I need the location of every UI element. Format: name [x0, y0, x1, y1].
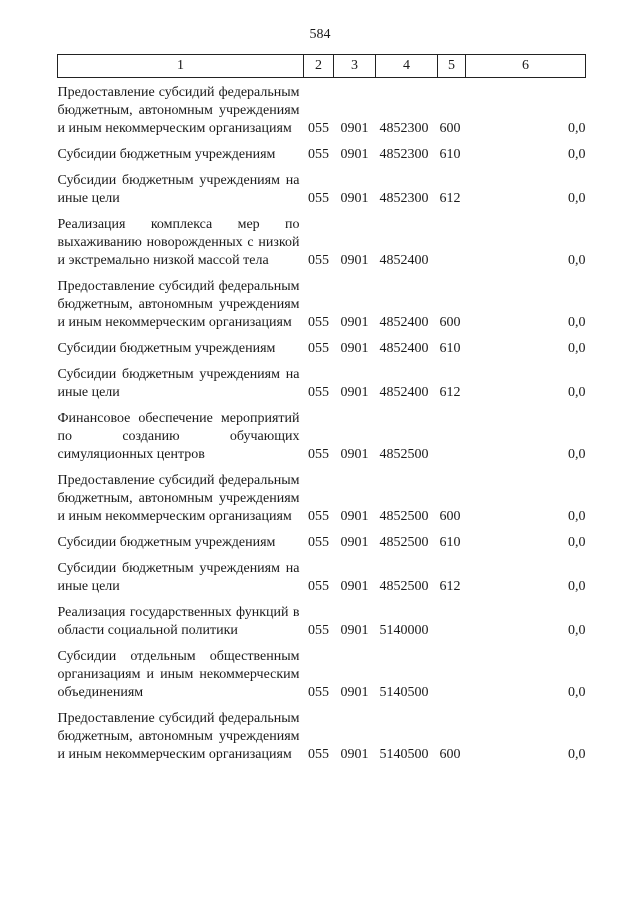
- expense-kind-code: 610: [439, 535, 461, 550]
- sum-value: 0,0: [568, 685, 586, 700]
- table-row: [58, 138, 586, 164]
- table-row: [58, 402, 586, 464]
- ministry-code: 055: [308, 147, 329, 162]
- section-code: 0901: [340, 253, 369, 268]
- section-code: 0901: [340, 535, 369, 550]
- target-code: 4852300: [379, 121, 429, 136]
- row-name: Субсидии бюджетным учреждениям: [57, 341, 276, 356]
- row-name: Финансовое обеспечение мероприятий по созданию обучающих симуляционных центров: [57, 411, 300, 462]
- expense-kind-code: [438, 402, 466, 464]
- section-code: 0901: [340, 747, 369, 762]
- ministry-code: 055: [308, 341, 329, 356]
- expense-kind-code: [438, 208, 466, 270]
- target-code: 4852300: [379, 191, 429, 206]
- column-header: 6: [466, 55, 586, 78]
- target-code: 4852500: [379, 535, 429, 550]
- expense-kind-code: 610: [439, 341, 461, 356]
- sum-value: 0,0: [568, 623, 586, 638]
- table-row: [58, 78, 586, 139]
- ministry-code: 055: [308, 315, 329, 330]
- row-name: Предоставление субсидий федеральным бюджетным, автономным учреждениям и иным некоммерческим организациям: [57, 279, 300, 330]
- ministry-code: 055: [308, 191, 329, 206]
- sum-value: 0,0: [568, 147, 586, 162]
- row-name: Субсидии бюджетным учреждениям на иные цели: [57, 367, 300, 400]
- table-row: [58, 270, 586, 332]
- sum-value: 0,0: [568, 191, 586, 206]
- page-number: 584: [309, 27, 331, 42]
- target-code: 4852500: [379, 509, 429, 524]
- ministry-code: 055: [308, 623, 329, 638]
- budget-table: [57, 54, 586, 764]
- sum-value: 0,0: [568, 385, 586, 400]
- sum-value: 0,0: [568, 579, 586, 594]
- ministry-code: 055: [308, 535, 329, 550]
- target-code: 4852400: [379, 341, 429, 356]
- row-name: Реализация государственных функций в области социальной политики: [57, 605, 300, 638]
- sum-value: 0,0: [568, 341, 586, 356]
- expense-kind-code: 612: [439, 579, 461, 594]
- section-code: 0901: [340, 191, 369, 206]
- table-row: [58, 164, 586, 208]
- row-name: Субсидии отдельным общественным организациям и иным некоммерческим объединениям: [57, 649, 300, 700]
- column-header: 5: [438, 55, 466, 78]
- section-code: 0901: [340, 509, 369, 524]
- ministry-code: 055: [308, 747, 329, 762]
- section-code: 0901: [340, 147, 369, 162]
- ministry-code: 055: [308, 121, 329, 136]
- section-code: 0901: [340, 579, 369, 594]
- column-header: 3: [334, 55, 376, 78]
- target-code: 5140000: [379, 623, 429, 638]
- target-code: 4852500: [379, 579, 429, 594]
- table-row: [58, 640, 586, 702]
- ministry-code: 055: [308, 447, 329, 462]
- sum-value: 0,0: [568, 535, 586, 550]
- section-code: 0901: [340, 685, 369, 700]
- ministry-code: 055: [308, 253, 329, 268]
- expense-kind-code: 612: [439, 385, 461, 400]
- target-code: 4852500: [379, 447, 429, 462]
- section-code: 0901: [340, 623, 369, 638]
- ministry-code: 055: [308, 579, 329, 594]
- target-code: 4852400: [379, 385, 429, 400]
- expense-kind-code: 600: [439, 509, 461, 524]
- sum-value: 0,0: [568, 253, 586, 268]
- row-name: Субсидии бюджетным учреждениям: [57, 535, 276, 550]
- sum-value: 0,0: [568, 121, 586, 136]
- expense-kind-code: 610: [439, 147, 461, 162]
- row-name: Субсидии бюджетным учреждениям: [57, 147, 276, 162]
- ministry-code: 055: [308, 509, 329, 524]
- section-code: 0901: [340, 341, 369, 356]
- table-row: [58, 358, 586, 402]
- row-name: Предоставление субсидий федеральным бюджетным, автономным учреждениям и иным некоммерческим организациям: [57, 711, 300, 762]
- table-row: [58, 526, 586, 552]
- expense-kind-code: 612: [439, 191, 461, 206]
- sum-value: 0,0: [568, 509, 586, 524]
- expense-kind-code: 600: [439, 747, 461, 762]
- ministry-code: 055: [308, 685, 329, 700]
- row-name: Предоставление субсидий федеральным бюджетным, автономным учреждениям и иным некоммерческим организациям: [57, 473, 300, 524]
- expense-kind-code: 600: [439, 121, 461, 136]
- target-code: 4852400: [379, 315, 429, 330]
- target-code: 5140500: [379, 747, 429, 762]
- ministry-code: 055: [308, 385, 329, 400]
- row-name: Субсидии бюджетным учреждениям на иные цели: [57, 173, 300, 206]
- sum-value: 0,0: [568, 747, 586, 762]
- target-code: 4852400: [379, 253, 429, 268]
- table-row: [58, 596, 586, 640]
- table-row: [58, 332, 586, 358]
- row-name: Предоставление субсидий федеральным бюджетным, автономным учреждениям и иным некоммерческим организациям: [57, 85, 300, 136]
- table-row: [58, 552, 586, 596]
- column-header: 4: [376, 55, 438, 78]
- table-header-row: [58, 55, 586, 78]
- section-code: 0901: [340, 121, 369, 136]
- section-code: 0901: [340, 447, 369, 462]
- sum-value: 0,0: [568, 315, 586, 330]
- sum-value: 0,0: [568, 447, 586, 462]
- target-code: 4852300: [379, 147, 429, 162]
- row-name: Реализация комплекса мер по выхаживанию новорожденных с низкой и экстремально низкой массой тела: [57, 217, 300, 268]
- table-row: [58, 208, 586, 270]
- section-code: 0901: [340, 385, 369, 400]
- column-header: 1: [58, 55, 304, 78]
- expense-kind-code: 600: [439, 315, 461, 330]
- row-name: Субсидии бюджетным учреждениям на иные цели: [57, 561, 300, 594]
- expense-kind-code: [438, 596, 466, 640]
- table-row: [58, 702, 586, 764]
- section-code: 0901: [340, 315, 369, 330]
- column-header: 2: [304, 55, 334, 78]
- target-code: 5140500: [379, 685, 429, 700]
- table-row: [58, 464, 586, 526]
- expense-kind-code: [438, 640, 466, 702]
